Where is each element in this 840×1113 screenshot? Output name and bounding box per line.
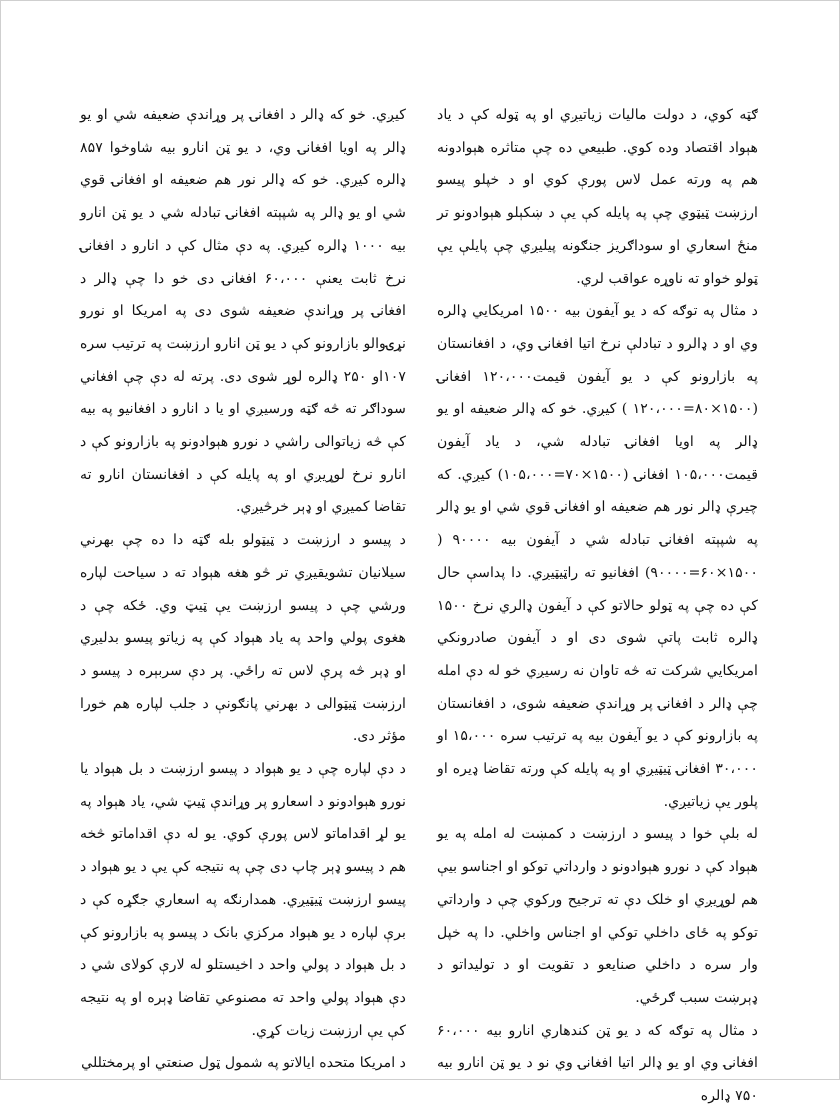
paragraph: د امریکا متحده ایالاتو په شمول ټول صنعتي او پرمختللي <box>81 1055 406 1072</box>
paragraph: د دې لپاره چې د یو هېواد د پیسو ارزښت د بل هېواد یا نورو هېوادونو د اسعارو پر وړاندې ټیټ شي، یاد هېواد په یو لړ اقداماتو لاس پورې کوي. یو له دې اقداماتو څخه هم د پیسو ډېر چاپ دی چې په نتیجه کې یې د یو هېواد د پیسو ارزښت ټیټیږي. همدارنګه په اسعاري جګړه کې د برې لپاره د یو هېواد مرکزي بانک د پیسو په بازارونو کې د بل هېواد د پولي واحد د اخیستلو له لارې کولای شي د دې هېواد پولي واحد ته مصنوعي تقاضا ډېره او په نتیجه کې یې ارزښت زیات کړي. <box>80 761 406 1039</box>
paragraph: د مثال په توګه که د یو ټن کندهاري انارو بیه ۶۰،۰۰۰ افغانۍ وي او یو ډالر اتیا افغانۍ وي نو د یو ټن انارو بیه ۷۵۰ ډالره <box>437 1022 758 1105</box>
right-column <box>437 99 758 1113</box>
paragraph: د مثال په توګه که د یو آیفون بیه ۱۵۰۰ امریکایي ډالره وي او د ډالرو د تبادلې نرخ اتیا افغانۍ وي، د افغانستان په بازارونو کې د یو آیفون قیمت۱۲۰،۰۰۰ افغانۍ (۱۵۰۰×۸۰=۱۲۰،۰۰۰ ) کیږي. خو که ډالر ضعیفه او یو ډالر په اویا افغانۍ تبادله شي، د یاد آیفون قیمت۱۰۵،۰۰۰ افغانۍ (۱۵۰۰×۷۰=۱۰۵،۰۰۰) کیږي. که چیرې ډالر نور هم ضعیفه او افغانۍ قوي شي او یو ډالر په شپېته افغانۍ تبادله شي د آیفون بیه ۹۰۰۰۰ ( ۱۵۰۰×۶۰=۹۰۰۰۰) افغانیو ته راټیټیږي. دا پداسې حال کې ده چې په ټولو حالاتو کې د آیفون ډالري نرخ ۱۵۰۰ ډالره ثابت پاتې شوی دی او د آیفون صادرونکي امریکایي شرکت ته څه تاوان نه رسیږي خو له دې امله چې ډالر د افغانۍ پر وړاندې ضعیفه شوی، د افغانستان په بازارونو کې د یو آیفون بیه په ترتیب سره ۱۵،۰۰۰ او ۳۰،۰۰۰ افغانۍ ټیټیږي او په پایله کې ورته تقاضا ډیره او پلور یې زیاتیږي. <box>437 303 758 810</box>
paragraph: له بلې خوا د پیسو د ارزښت د کمښت له امله په یو هېواد کې د نورو هېوادونو د وارداتي توکو او اجناسو بیې هم لوړیږي او خلک دې ته ترجیح ورکوي چې د وارداتي توکو په ځای داخلي توکي او اجناس واخلي. دا په خپل وار سره د داخلي صنایعو د تقویت او د تولیداتو د ډېرښت سبب ګرځي. <box>437 826 758 1006</box>
left-column <box>80 99 406 1080</box>
paragraph: ګټه کوي، د دولت مالیات زیاتیږي او په ټوله کې د یاد هېواد اقتصاد وده کوي. طبیعي ده چې متاثره هېوادونه هم په ورته عمل لاس پورې کوي او د خپلو پیسو ارزښت ټیټوي چې په پایله کې یې د ښکېلو هېوادونو تر منځ اسعاري او سوداګریز جنګونه پیلیږي چې پایلې یې ټولو خواو ته ناوړه عواقب لري. <box>437 107 758 287</box>
paragraph: کیږي. خو که ډالر د افغانۍ پر وړاندې ضعیفه شي او یو ډالر په اویا افغانۍ وي، د یو ټن انارو بیه شاوخوا ۸۵۷ ډالره کیږي. خو که ډالر نور هم ضعیفه او افغانۍ قوي شي او یو ډالر په شپېته افغانۍ تبادله شي د یو ټن انارو بیه ۱۰۰۰ ډالره کیږي. په دې مثال کې د انارو د افغانۍ نرخ ثابت یعنې ۶۰،۰۰۰ افغانۍ دی خو دا چې ډالر د افغانۍ پر وړاندې ضعیفه شوی دی په امریکا او نورو نړۍوالو بازارونو کې د یو ټن انارو ارزښت په ترتیب سره ۱۰۷او ۲۵۰ ډالره لوړ شوی دی. پرته له دې چې افغاني سوداګر ته څه ګټه ورسیږي او یا د انارو د افغانیو په بیه کې څه زیاتوالی راشي د نورو هېوادونو په بازارونو کې د انارو نرخ لوړیږي او په پایله کې د افغانستان انارو ته تقاضا کمیږي او ډېر خرڅیږي. <box>80 107 407 516</box>
paragraph: د پیسو د ارزښت د ټیټولو بله ګټه دا ده چې بهرني سیلانیان تشویقیږي تر څو هغه هېواد ته د سیاحت لپاره ورشي چې د پیسو ارزښت یې ټیټ وي. ځکه چې د هغوی پولي واحد په یاد هېواد کې په زیاتو پیسو بدلیږي او ډېر څه پرې لاس ته راځي. پر دې سربېره د پیسو د ارزښت ټیټوالی د بهرني پانګونې د جلب لپاره هم خورا مؤثر دی. <box>80 532 406 745</box>
